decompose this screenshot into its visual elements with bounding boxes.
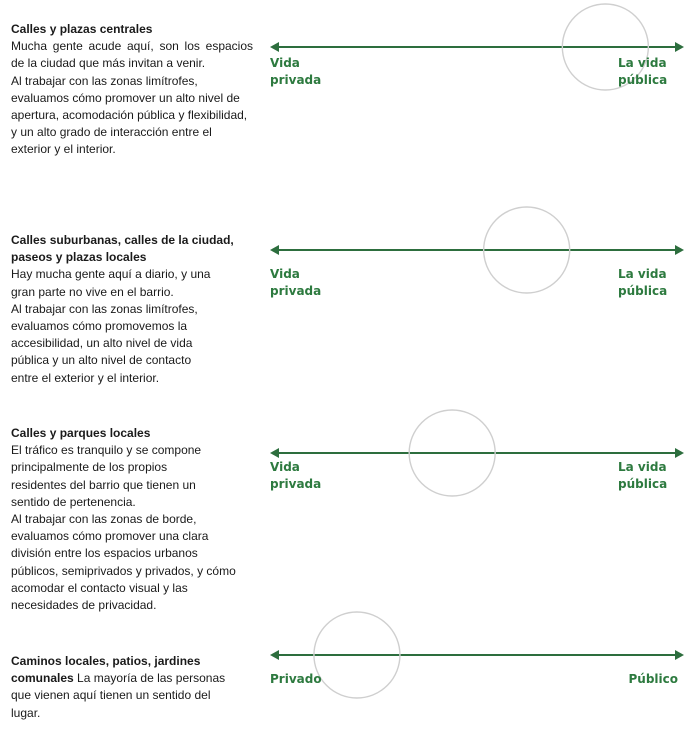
block-paragraph: Hay mucha gente aquí a diario, y una gran parte no vive en el barrio. [11,267,211,299]
block-paragraph: Al trabajar con las zonas limítrofes, evaluamos cómo promover un alto nivel de apertura, acomodación pública y flexibilidad, y un alto grado de interacción entre el exterior y el interior. [11,73,248,157]
description-local-paths [11,653,241,722]
block-paragraph: Mucha gente acude aquí, son los espacios de la ciudad que más invitan a venir. [11,39,253,71]
block-inline-body: La mayoría de las personas que vienen aquí tienen un sentido del lugar. [11,671,226,720]
arrow-left-icon [270,650,279,660]
block-text [11,653,241,722]
block-title: Caminos locales, patios, jardines comunales [11,654,201,686]
description-central-streets [11,21,253,159]
block-paragraph: Al trabajar con las zonas de borde, evaluamos cómo promover una clara división entre los espacios urbanos públicos, semiprivados y privados, y cómo acomodar el contacto visual y las necesidades de privacidad. [11,512,236,613]
scale-left-label: Vida privada [270,56,322,87]
scale-right-label: La vida pública [618,267,668,298]
block-title: Calles y parques locales [11,426,151,440]
block-paragraph: Al trabajar con las zonas limítrofes, evaluamos cómo promovemos la accesibilidad, un alto nivel de vida pública y un alto nivel de contacto entre el exterior y el interior. [11,301,198,385]
scale-suburban-streets [268,236,688,336]
scale-local-paths [268,641,688,741]
scale-right-label: Público [628,672,678,686]
arrow-right-icon [675,245,684,255]
arrow-right-icon [675,650,684,660]
description-local-streets [11,425,253,614]
scale-left-label: Privado [270,672,322,686]
block-title: Calles y plazas centrales [11,22,153,36]
arrow-left-icon [270,448,279,458]
scale-local-streets [268,439,688,539]
scale-right-label: La vida pública [618,460,668,491]
block-title: Calles suburbanas, calles de la ciudad, paseos y plazas locales [11,233,234,265]
scale-left-label: Vida privada [270,460,322,491]
arrow-left-icon [270,245,279,255]
scale-left-label: Vida privada [270,267,322,298]
scale-central-streets [268,33,688,133]
block-paragraph: El tráfico es tranquilo y se compone principalmente de los propios residentes del barrio que tienen un sentido de pertenencia. [11,443,202,509]
arrow-right-icon [675,42,684,52]
description-suburban-streets [11,232,253,387]
scale-right-label: La vida pública [618,56,668,87]
arrow-right-icon [675,448,684,458]
arrow-left-icon [270,42,279,52]
